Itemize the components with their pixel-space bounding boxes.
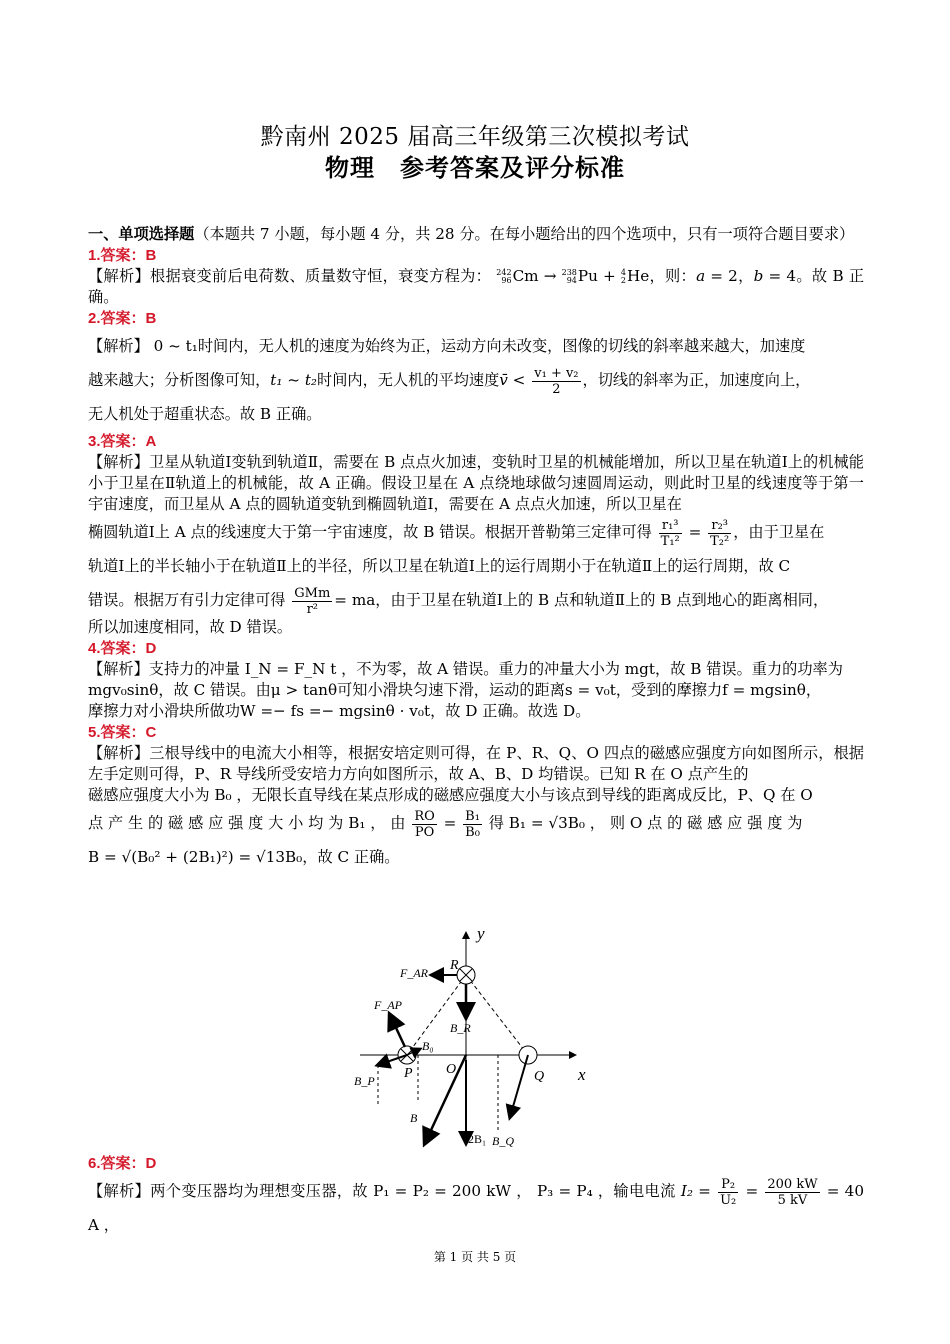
q6-explanation: 【解析】两个变压器均为理想变压器，故 P₁ = P₂ = 200 kW ， P₃ = P₄ ，输电电流 I₂ = $\frac{\text{P₂}}{\text{U₂}}$ = $\frac{200 kW}{5 kV}$ = 40 A ， <box>88 1176 865 1234</box>
avg-velocity-fraction: $\frac{\text{v₁ + v₂}}{2}$ <box>534 365 579 397</box>
field-ratio-fraction: $\frac{\text{B₁}}{\text{B₀}}$ <box>465 808 480 840</box>
label-Q: Q <box>534 1069 545 1084</box>
q5-answer: 5.答案：C <box>88 724 157 741</box>
field-BQ-arrow <box>510 1055 528 1117</box>
label-R: R <box>450 958 459 973</box>
section-heading: 一、单项选择题（本题共 7 小题，每小题 4 分，共 28 分。在每小题给出的四个选项中，只有一项符合题目要求） <box>88 225 855 243</box>
kepler-fraction-1: $\frac{\text{r₁³}}{\text{T₁²}}$ <box>660 517 680 549</box>
q6-block <box>88 1153 864 1242</box>
page-footer: 第 1 页 共 5 页 <box>433 1250 517 1264</box>
q4-explanation: 【解析】支持力的冲量 I_N = F_N t ，不为零，故 A 错误。重力的冲量大小为 mgt，故 B 错误。重力的功率为 mgv₀sinθ，故 C 错误。由μ > tanθ可知小滑块匀速下滑，运动的距离s = v₀t，受到的摩擦力f = mgsinθ， 摩擦力对小滑块所做功W =− fs =− mgsinθ · v₀t，故 D 正确。故选 D。 <box>88 660 843 720</box>
q1-answer: 1.答案：B <box>88 247 157 264</box>
force-AP-arrow <box>390 1015 405 1047</box>
q1-explanation: 【解析】根据衰变前后电荷数、质量数守恒，衰变方程为： 242 96 Cm → 238 94 Pu + 4 2 He，则：a = 2，b = 4。故 B 正确。 <box>88 267 865 306</box>
q6-answer: 6.答案：D <box>88 1155 157 1172</box>
q3-answer: 3.答案：A <box>88 433 157 450</box>
label-B: B <box>410 1111 418 1125</box>
q4-answer: 4.答案：D <box>88 640 157 657</box>
exam-subtitle: 物理 参考答案及评分标准 <box>325 153 625 182</box>
q5-explanation: 【解析】三根导线中的电流大小相等，根据安培定则可得，在 P、R、Q、O 四点的磁感应强度方向如图所示，根据左手定则可得，P、R 导线所受安培力方向如图所示，故 A、B、D 均错误。已知 R 在 O 点产生的 磁感应强度大小为 B₀ ，无限长直导线在某点形成的磁感应强度大小与该点到导线的距离成反比，P、Q 在 O <box>88 744 864 804</box>
label-F-AP: F_AP <box>374 998 402 1012</box>
distance-ratio-fraction: $\frac{RO}{PO}$ <box>414 808 435 840</box>
q2-answer: 2.答案：B <box>88 310 157 327</box>
gravity-fraction: $\frac{\text{GMm}}{\text{r²}}$ <box>294 585 331 617</box>
answer-content: 一、单项选择题（本题共 7 小题，每小题 4 分，共 28 分。在每小题给出的四个选项中，只有一项符合题目要求） 1.答案：B 【解析】根据衰变前后电荷数、质量数守恒，衰变方程为： 242 96 Cm → 238 94 Pu + 4 2 He，则：a = 2，b = 4。故 B 正确。 2.答案：B 【解析】 0 ~ t₁时间内，无人机的速度为始终为正，运动方向未改变，图像的切线的斜率越来越大，加速度 越来越大；分析图像可知，t₁ ~ t₂时间内，无人机的平均速度v̄ < $\frac{\text{v₁ + v₂}}{2}$ ，切线的斜率为正，加速度向上， 无人机处于超重状态。故 B 正确。 3.答案：A 【解析】卫星从轨道Ⅰ变轨到轨道Ⅱ，需要在 B 点点火加速，变轨时卫星的机械能增加，所以卫星在轨道Ⅰ上的机械能小于卫星在Ⅱ轨道上的机械能，故 A 正确。假设卫星在 A 点绕地球做匀速圆周运动，则此时卫星的线速度等于第一宇宙速度，而卫星从 A 点的圆轨道变轨到椭圆轨道Ⅰ，需要在 A 点点火加速，所以卫星在 椭圆轨道Ⅰ上 A 点的线速度大于第一宇宙速度，故 B 错误。根据开普勒第三定律可得 $\frac{\text{r₁³}}{\text{T₁²}}$ = $\frac{\text{r₂³}}{\text{T₂²}}$ ，由于卫星在 轨道Ⅰ上的半长轴小于在轨道Ⅱ上的半径，所以卫星在轨道Ⅰ上的运行周期小于在轨道Ⅱ上的运行周期，故 C 错误。根据万有引力定律可得 $\frac{\text{GMm}}{\text{r²}}$ = ma，由于卫星在轨道Ⅰ上的 B 点和轨道Ⅱ上的 B 点到地心的距离相同， 所以加速度相同，故 D 错误。 4.答案：D 【解析】支持力的冲量 I_N = F_N t ，不为零，故 A 错误。重力的冲量大小为 mgt，故 B 错误。重力的功率为 mgv₀sinθ，故 C 错误。由μ > tanθ可知小滑块匀速下滑，运动的距离s = v₀t，受到的摩擦力f = mgsinθ， 摩擦力对小滑块所做功W =− fs =− mgsinθ · v₀t，故 D 正确。故选 D。 5.答案：C 【解析】三根导线中的电流大小相等，根据安培定则可得，在 P、R、Q、O 四点的磁感应强度方向如图所示，根据左手定则可得，P、R 导线所受安培力方向如图所示，故 A、B、D 均错误。已知 R 在 O 点产生的 磁感应强度大小为 B₀ ，无限长直导线在某点形成的磁感应强度大小与该点到导线的距离成反比，P、Q 在 O 点 产 生 的 磁 感 应 强 度 大 小 均 为 B₁ ， 由 $\frac{RO}{PO}$ = $\frac{\text{B₁}}{\text{B₀}}$ 得 B₁ = √3B₀ ， 则 O 点 的 磁 感 应 强 度 为 B = √(B₀² + (2B₁)²) = √13B₀，故 C 正确。 <box>88 225 865 866</box>
label-F-AR: F_AR <box>400 966 428 980</box>
label-B-R: B_R <box>450 1021 471 1035</box>
label-B0: B₀ <box>422 1039 434 1053</box>
label-P: P <box>404 1066 413 1081</box>
label-B-P: B_P <box>354 1074 375 1088</box>
label-O: O <box>446 1062 457 1077</box>
q2-explanation: 【解析】 0 ~ t₁时间内，无人机的速度为始终为正，运动方向未改变，图像的切线的斜率越来越大，加速度 越来越大；分析图像可知，t₁ ~ t₂时间内，无人机的平均速度v̄ < $\frac{\text{v₁ + v₂}}{2}$ ，切线的斜率为正，加速度向上， 无人机处于超重状态。故 B 正确。 <box>88 337 811 423</box>
wire-R <box>457 966 475 984</box>
label-B-Q: B_Q <box>492 1134 514 1148</box>
exam-title: 黔南州 2025 届高三年级第三次模拟考试 <box>260 124 690 150</box>
magnetic-field-diagram <box>350 925 610 1153</box>
y-axis-label: y <box>477 925 485 943</box>
q3-explanation: 【解析】卫星从轨道Ⅰ变轨到轨道Ⅱ，需要在 B 点点火加速，变轨时卫星的机械能增加，所以卫星在轨道Ⅰ上的机械能小于卫星在Ⅱ轨道上的机械能，故 A 正确。假设卫星在 A 点绕地球做匀速圆周运动，则此时卫星的线速度等于第一宇宙速度，而卫星从 A 点的圆轨道变轨到椭圆轨道Ⅰ，需要在 A 点点火加速，所以卫星在 <box>88 453 864 513</box>
kepler-fraction-2: $\frac{\text{r₂³}}{\text{T₂²}}$ <box>710 517 730 549</box>
x-axis-label: x <box>578 1065 586 1084</box>
label-2B1: 2B₁ <box>468 1132 487 1146</box>
